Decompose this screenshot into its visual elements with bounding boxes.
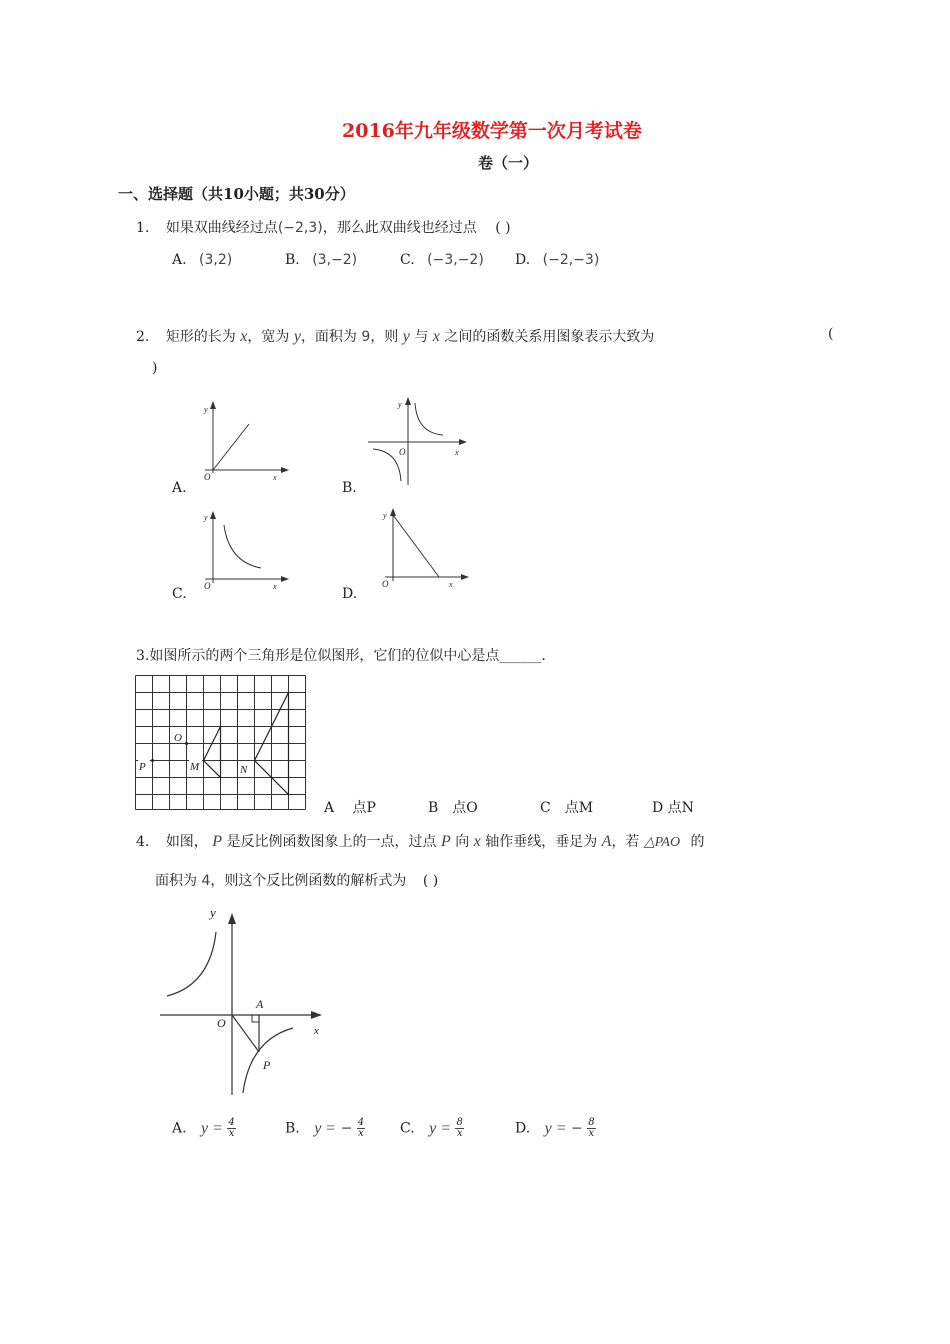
q2-graph-c: [195, 508, 295, 593]
question-3: 3.如图所示的两个三角形是位似图形，它们的位似中心是点______.: [136, 648, 546, 664]
question-2: 2. 矩形的长为 x，宽为 y，面积为 9，则 y 与 x 之间的函数关系用图象表示大致为: [136, 328, 655, 345]
question-text: 如果双曲线经过点: [165, 220, 278, 236]
svg-text:O: O: [204, 581, 211, 591]
small-triangle: [204, 727, 221, 778]
label-p: P: [139, 761, 146, 773]
q1-option-c[interactable]: C. (−3,−2): [400, 252, 484, 268]
label-n: N: [240, 764, 248, 776]
question-4: 4. 如图， P 是反比例函数图象上的一点，过点 P 向 x 轴作垂线，垂足为 A，若 △PAO 的: [136, 833, 705, 850]
svg-text:O: O: [382, 579, 389, 589]
label-m: M: [190, 761, 200, 773]
q2-option-d[interactable]: D.: [342, 586, 358, 602]
q2-option-b[interactable]: B.: [342, 480, 357, 496]
q3-option-c[interactable]: C 点M: [540, 800, 594, 816]
q3-option-b[interactable]: B 点O: [428, 800, 478, 816]
q3-grid-figure: [134, 674, 308, 812]
q4-option-a[interactable]: A. y = $\frac{4}{x}$: [172, 1117, 235, 1139]
label-o: O: [174, 732, 182, 744]
svg-text:y: y: [383, 511, 387, 520]
q2-option-a[interactable]: A.: [172, 480, 187, 496]
svg-text:x: x: [455, 448, 459, 457]
svg-text:O: O: [204, 472, 211, 482]
q2-graph-d: [375, 505, 475, 593]
math-point: (−2,3): [277, 220, 323, 236]
point-a-label: A: [256, 997, 264, 1011]
origin-label: O: [217, 1016, 226, 1030]
q3-option-d[interactable]: D 点N: [652, 800, 694, 816]
question-text: ，那么此双曲线也经过点: [322, 220, 477, 236]
q4-option-d[interactable]: D. y = − $\frac{8}{x}$: [515, 1117, 595, 1139]
q2-graph-a: [195, 398, 295, 488]
svg-text:y: y: [204, 513, 208, 522]
point-p-label: P: [263, 1058, 271, 1072]
svg-text:y: y: [204, 405, 208, 414]
question-1: [136, 217, 511, 237]
svg-text:y: y: [398, 400, 402, 409]
svg-text:O: O: [399, 447, 406, 457]
q1-option-a[interactable]: A. (3,2): [172, 252, 233, 268]
answer-paren-open: (: [828, 326, 834, 342]
q2-graph-b: [365, 395, 475, 490]
question-number: 1.: [136, 220, 150, 236]
q3-option-a[interactable]: A 点P: [324, 800, 376, 816]
q4-figure: [155, 900, 335, 1100]
svg-text:x: x: [449, 580, 453, 589]
answer-paren: ( ): [495, 220, 511, 236]
answer-paren-close: ): [152, 360, 158, 376]
q4-option-c[interactable]: C. y = $\frac{8}{x}$: [400, 1117, 463, 1139]
page-title: 2016年九年级数学第一次月考试卷: [342, 120, 642, 142]
q1-option-b[interactable]: B. (3,−2): [285, 252, 358, 268]
q2-option-c[interactable]: C.: [172, 586, 187, 602]
axis-x-label: x: [314, 1025, 319, 1037]
q4-option-b[interactable]: B. y = − $\frac{4}{x}$: [285, 1117, 365, 1139]
page-subtitle: 卷（一）: [478, 154, 539, 172]
svg-text:x: x: [273, 582, 277, 591]
section-heading: 一、选择题（共10小题；共30分）: [118, 185, 355, 203]
q1-option-d[interactable]: D. (−2,−3): [515, 252, 600, 268]
svg-text:x: x: [273, 473, 277, 482]
axis-y-label: y: [210, 905, 216, 920]
question-4-line-2: 面积为 4，则这个反比例函数的解析式为 ( ): [155, 873, 439, 889]
